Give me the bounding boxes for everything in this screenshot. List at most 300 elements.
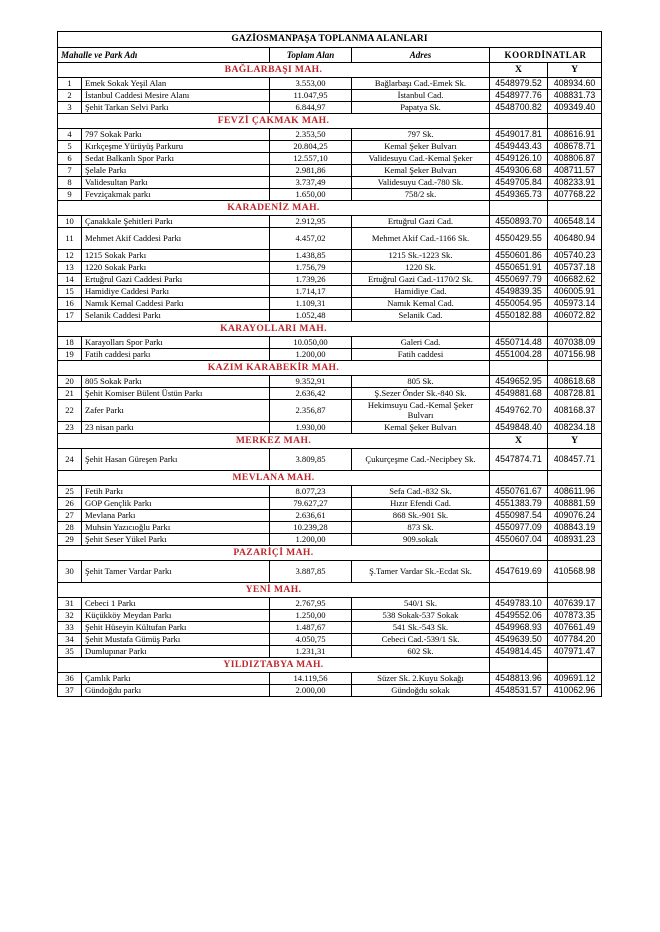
table-row [58,422,602,434]
address: Sefa Cad.-832 Sk. [352,486,490,498]
park-name: Cebeci 1 Parkı [82,598,270,610]
coordinate-y: 405973.14 [548,298,602,310]
coordinate-y: 408618.68 [548,376,602,388]
coordinate-x: 4549639.50 [490,634,548,646]
table-row [58,388,602,400]
section-header-row [58,361,602,376]
coordinate-y: 410568.98 [548,561,602,583]
coordinate-y: 408831.73 [548,90,602,102]
table-row [58,449,602,471]
table-row [58,337,602,349]
address: 797 Sk. [352,129,490,141]
section-y-label [548,546,602,561]
total-area: 1.231,31 [270,646,352,658]
coordinate-x: 4550697.79 [490,274,548,286]
title-row [58,32,602,48]
park-name: Çanakkale Şehitleri Parkı [82,216,270,228]
section-header-row [58,434,602,449]
section-y-label [548,322,602,337]
address: Hekimsuyu Cad.-Kemal Şeker Bulvarı [352,400,490,422]
row-number: 31 [58,598,82,610]
table-row [58,177,602,189]
row-number: 32 [58,610,82,622]
address: Selanik Cad. [352,310,490,322]
assembly-areas-sheet [57,31,601,697]
coordinate-x: 4549881.68 [490,388,548,400]
coordinate-x: 4550987.54 [490,510,548,522]
address: 1220 Sk. [352,262,490,274]
park-name: Emek Sokak Yeşil Alan [82,78,270,90]
coordinate-x: 4548531.57 [490,685,548,697]
section-name: PAZARİÇİ MAH. [58,546,490,561]
address: 873 Sk. [352,522,490,534]
row-number: 34 [58,634,82,646]
coordinate-y: 409349.40 [548,102,602,114]
park-name: Fetih Parkı [82,486,270,498]
coordinate-y: 409076.24 [548,510,602,522]
coordinate-y: 408931.23 [548,534,602,546]
table-row [58,298,602,310]
table-row [58,510,602,522]
header-coordinates: KOORDİNATLAR [490,48,602,63]
row-number: 7 [58,165,82,177]
table-row [58,685,602,697]
coordinate-y: 408234.18 [548,422,602,434]
coordinate-y: 405737.18 [548,262,602,274]
total-area: 3.737,49 [270,177,352,189]
coordinate-y: 406548.14 [548,216,602,228]
total-area: 3.809,85 [270,449,352,471]
coordinate-x: 4550054.95 [490,298,548,310]
total-area: 1.756,79 [270,262,352,274]
address: Hamidiye Cad. [352,286,490,298]
coordinate-x: 4550429.55 [490,228,548,250]
section-y-label [548,471,602,486]
row-number: 8 [58,177,82,189]
row-number: 18 [58,337,82,349]
total-area: 3.887,85 [270,561,352,583]
coordinate-y: 407784.20 [548,634,602,646]
address: 758/2 sk. [352,189,490,201]
total-area: 1.109,31 [270,298,352,310]
total-area: 1.650,00 [270,189,352,201]
address: Bağlarbaşı Cad.-Emek Sk. [352,78,490,90]
section-name: BAĞLARBAŞI MAH. [58,63,490,78]
coordinate-x: 4548813.96 [490,673,548,685]
row-number: 5 [58,141,82,153]
address: Validesuyu Cad.-Kemal Şeker [352,153,490,165]
table-row [58,561,602,583]
total-area: 1.438,85 [270,250,352,262]
park-name: Şelale Parkı [82,165,270,177]
park-name: Zafer Parkı [82,400,270,422]
section-y-label: Y [548,63,602,78]
total-area: 6.844,97 [270,102,352,114]
section-x-label [490,471,548,486]
coordinate-y: 406005.91 [548,286,602,298]
total-area: 8.077,23 [270,486,352,498]
coordinate-y: 407639.17 [548,598,602,610]
table-row [58,673,602,685]
table-row [58,250,602,262]
park-name: 23 nisan parkı [82,422,270,434]
table-row [58,486,602,498]
table-body [58,32,602,697]
address: Çukurçeşme Cad.-Necipbey Sk. [352,449,490,471]
coordinate-y: 408711.57 [548,165,602,177]
table-row [58,534,602,546]
row-number: 15 [58,286,82,298]
address: Kemal Şeker Bulvarı [352,165,490,177]
coordinate-y: 408616.91 [548,129,602,141]
address: İstanbul Cad. [352,90,490,102]
total-area: 2.356,87 [270,400,352,422]
coordinate-y: 407661.49 [548,622,602,634]
coordinate-x: 4548700.82 [490,102,548,114]
coordinate-y: 408168.37 [548,400,602,422]
coordinate-x: 4549443.43 [490,141,548,153]
total-area: 1.250,00 [270,610,352,622]
row-number: 1 [58,78,82,90]
row-number: 30 [58,561,82,583]
table-row [58,78,602,90]
table-row [58,153,602,165]
header-area: Toplam Alan [270,48,352,63]
total-area: 9.352,91 [270,376,352,388]
coordinate-y: 408457.71 [548,449,602,471]
park-name: Şehit Komiser Bülent Üstün Parkı [82,388,270,400]
row-number: 12 [58,250,82,262]
table-row [58,310,602,322]
total-area: 14.119,56 [270,673,352,685]
coordinate-x: 4550714.48 [490,337,548,349]
coordinate-y: 410062.96 [548,685,602,697]
section-x-label [490,546,548,561]
section-x-label [490,322,548,337]
address: 805 Sk. [352,376,490,388]
section-header-row [58,583,602,598]
row-number: 10 [58,216,82,228]
address: Mehmet Akif Cad.-1166 Sk. [352,228,490,250]
total-area: 2.981,86 [270,165,352,177]
address: Ş.Sezer Önder Sk.-840 Sk. [352,388,490,400]
park-name: Şehit Hüseyin Kültufan Parkı [82,622,270,634]
address: Papatya Sk. [352,102,490,114]
section-header-row [58,63,602,78]
total-area: 20.804,25 [270,141,352,153]
section-x-label: X [490,434,548,449]
total-area: 2.767,95 [270,598,352,610]
park-name: Sedat Balkanlı Spor Parkı [82,153,270,165]
table-row [58,129,602,141]
park-name: Fevziçakmak parkı [82,189,270,201]
table-row [58,498,602,510]
table-row [58,141,602,153]
row-number: 35 [58,646,82,658]
coordinate-x: 4549839.35 [490,286,548,298]
total-area: 4.457,02 [270,228,352,250]
row-number: 3 [58,102,82,114]
total-area: 11.047,95 [270,90,352,102]
coordinate-x: 4550651.91 [490,262,548,274]
coordinate-y: 408611.96 [548,486,602,498]
coordinate-x: 4549848.40 [490,422,548,434]
row-number: 19 [58,349,82,361]
total-area: 2.000,00 [270,685,352,697]
header-name: Mahalle ve Park Adı [58,48,270,63]
total-area: 79.627,27 [270,498,352,510]
coordinate-x: 4549652.95 [490,376,548,388]
table-row [58,610,602,622]
section-name: MEVLANA MAH. [58,471,490,486]
park-name: Muhsin Yazıcıoğlu Parkı [82,522,270,534]
section-header-row [58,658,602,673]
park-name: Şehit Hasan Güreşen Parkı [82,449,270,471]
coordinate-y: 408728.81 [548,388,602,400]
row-number: 27 [58,510,82,522]
row-number: 23 [58,422,82,434]
section-y-label [548,114,602,129]
coordinate-y: 406072.82 [548,310,602,322]
coordinate-y: 406480.94 [548,228,602,250]
park-name: Selanik Caddesi Parkı [82,310,270,322]
park-name: İstanbul Caddesi Mesire Alanı [82,90,270,102]
coordinate-x: 4547619.69 [490,561,548,583]
coordinate-y: 407768.22 [548,189,602,201]
section-name: YILDIZTABYA MAH. [58,658,490,673]
park-name: Namık Kemal Caddesi Parkı [82,298,270,310]
address: Cebeci Cad.-539/1 Sk. [352,634,490,646]
park-name: 797 Sokak Parkı [82,129,270,141]
table-row [58,102,602,114]
total-area: 2.353,50 [270,129,352,141]
park-name: Hamidiye Caddesi Parkı [82,286,270,298]
coordinate-x: 4551383.79 [490,498,548,510]
total-area: 1.930,00 [270,422,352,434]
coordinate-y: 408934.60 [548,78,602,90]
table-row [58,522,602,534]
address: Gündoğdu sokak [352,685,490,697]
park-name: 805 Sokak Parkı [82,376,270,388]
section-y-label [548,658,602,673]
coordinate-x: 4549968.93 [490,622,548,634]
park-name: Dumlupınar Parkı [82,646,270,658]
park-name: GOP Gençlik Parkı [82,498,270,510]
total-area: 1.200,00 [270,534,352,546]
coordinate-x: 4549365.73 [490,189,548,201]
row-number: 11 [58,228,82,250]
section-x-label [490,361,548,376]
coordinate-y: 408881.59 [548,498,602,510]
section-x-label [490,201,548,216]
address: Namık Kemal Cad. [352,298,490,310]
park-name: Validesultan Parkı [82,177,270,189]
total-area: 2.636,42 [270,388,352,400]
row-number: 4 [58,129,82,141]
total-area: 10.239,28 [270,522,352,534]
section-name: KARADENİZ MAH. [58,201,490,216]
address: 602 Sk. [352,646,490,658]
row-number: 25 [58,486,82,498]
coordinate-x: 4548977.76 [490,90,548,102]
row-number: 6 [58,153,82,165]
row-number: 28 [58,522,82,534]
total-area: 2.636,61 [270,510,352,522]
coordinate-x: 4549306.68 [490,165,548,177]
total-area: 1.052,48 [270,310,352,322]
coordinate-y: 408678.71 [548,141,602,153]
row-number: 24 [58,449,82,471]
park-name: Küçükköy Meydan Parkı [82,610,270,622]
coordinate-y: 407873.35 [548,610,602,622]
section-y-label [548,361,602,376]
table-row [58,622,602,634]
section-x-label [490,114,548,129]
table-row [58,349,602,361]
address: Ertuğrul Gazi Cad.-1170/2 Sk. [352,274,490,286]
row-number: 37 [58,685,82,697]
coordinate-x: 4549814.45 [490,646,548,658]
park-name: Şehit Mustafa Gümüş Parkı [82,634,270,646]
address: Kemal Şeker Bulvarı [352,141,490,153]
total-area: 1.714,17 [270,286,352,298]
total-area: 1.200,00 [270,349,352,361]
row-number: 2 [58,90,82,102]
section-header-row [58,114,602,129]
row-number: 33 [58,622,82,634]
total-area: 3.553,00 [270,78,352,90]
park-name: Kırkçeşme Yürüyüş Parkuru [82,141,270,153]
section-name: KAZIM KARABEKİR MAH. [58,361,490,376]
park-name: Gündoğdu parkı [82,685,270,697]
address: 868 Sk.-901 Sk. [352,510,490,522]
table-row [58,274,602,286]
coordinate-x: 4550182.88 [490,310,548,322]
address: Süzer Sk. 2.Kuyu Sokağı [352,673,490,685]
address: Galeri Cad. [352,337,490,349]
table-row [58,400,602,422]
park-name: 1220 Sokak Parkı [82,262,270,274]
coordinate-y: 407038.09 [548,337,602,349]
page-title: GAZİOSMANPAŞA TOPLANMA ALANLARI [58,32,602,48]
total-area: 2.912,95 [270,216,352,228]
coordinate-y: 408233.91 [548,177,602,189]
section-name: FEVZİ ÇAKMAK MAH. [58,114,490,129]
section-x-label [490,658,548,673]
park-name: Fatih caddesi parkı [82,349,270,361]
address: Hızır Efendi Cad. [352,498,490,510]
section-x-label: X [490,63,548,78]
park-name: Mehmet Akif Caddesi Parkı [82,228,270,250]
row-number: 14 [58,274,82,286]
coordinate-x: 4550761.67 [490,486,548,498]
coordinate-x: 4549705.84 [490,177,548,189]
table-row [58,376,602,388]
section-name: MERKEZ MAH. [58,434,490,449]
row-number: 26 [58,498,82,510]
coordinate-x: 4549552.06 [490,610,548,622]
row-number: 17 [58,310,82,322]
park-name: Şehit Tarkan Selvi Parkı [82,102,270,114]
table-row [58,634,602,646]
row-number: 22 [58,400,82,422]
address: 540/1 Sk. [352,598,490,610]
coordinate-x: 4548979.52 [490,78,548,90]
address: Validesuyu Cad.-780 Sk. [352,177,490,189]
coordinate-x: 4547874.71 [490,449,548,471]
park-name: Karayolları Spor Parkı [82,337,270,349]
coordinate-x: 4549762.70 [490,400,548,422]
coordinate-y: 408843.19 [548,522,602,534]
address: 909.sokak [352,534,490,546]
section-y-label [548,201,602,216]
coordinate-x: 4549783.10 [490,598,548,610]
table-row [58,90,602,102]
section-name: YENİ MAH. [58,583,490,598]
row-number: 16 [58,298,82,310]
total-area: 1.487,67 [270,622,352,634]
coordinate-x: 4549017.81 [490,129,548,141]
address: 1215 Sk.-1223 Sk. [352,250,490,262]
coordinate-y: 409691.12 [548,673,602,685]
total-area: 10.050,00 [270,337,352,349]
row-number: 13 [58,262,82,274]
section-header-row [58,201,602,216]
section-header-row [58,546,602,561]
park-name: Şehit Seser Yükel Parkı [82,534,270,546]
park-name: Ertuğrul Gazi Caddesi Parkı [82,274,270,286]
header-row [58,48,602,63]
coordinate-y: 407156.98 [548,349,602,361]
address: 541 Sk.-543 Sk. [352,622,490,634]
section-name: KARAYOLLARI MAH. [58,322,490,337]
section-header-row [58,322,602,337]
park-name: Mevlana Parkı [82,510,270,522]
address: 538 Sokak-537 Sokak [352,610,490,622]
coordinate-y: 408806.87 [548,153,602,165]
section-y-label [548,583,602,598]
assembly-areas-table [57,31,602,697]
coordinate-x: 4549126.10 [490,153,548,165]
section-x-label [490,583,548,598]
table-row [58,165,602,177]
address: Ş.Tamer Vardar Sk.-Ecdat Sk. [352,561,490,583]
coordinate-x: 4550607.04 [490,534,548,546]
coordinate-y: 406682.62 [548,274,602,286]
table-row [58,598,602,610]
table-row [58,189,602,201]
park-name: 1215 Sokak Parkı [82,250,270,262]
table-row [58,646,602,658]
row-number: 29 [58,534,82,546]
total-area: 1.739,26 [270,274,352,286]
row-number: 9 [58,189,82,201]
coordinate-y: 407971.47 [548,646,602,658]
section-y-label: Y [548,434,602,449]
table-row [58,216,602,228]
table-row [58,262,602,274]
park-name: Çamlık Parkı [82,673,270,685]
address: Kemal Şeker Bulvarı [352,422,490,434]
row-number: 36 [58,673,82,685]
total-area: 4.050,75 [270,634,352,646]
address: Ertuğrul Gazi Cad. [352,216,490,228]
row-number: 21 [58,388,82,400]
total-area: 12.557,10 [270,153,352,165]
section-header-row [58,471,602,486]
coordinate-y: 405740.23 [548,250,602,262]
coordinate-x: 4550977.09 [490,522,548,534]
